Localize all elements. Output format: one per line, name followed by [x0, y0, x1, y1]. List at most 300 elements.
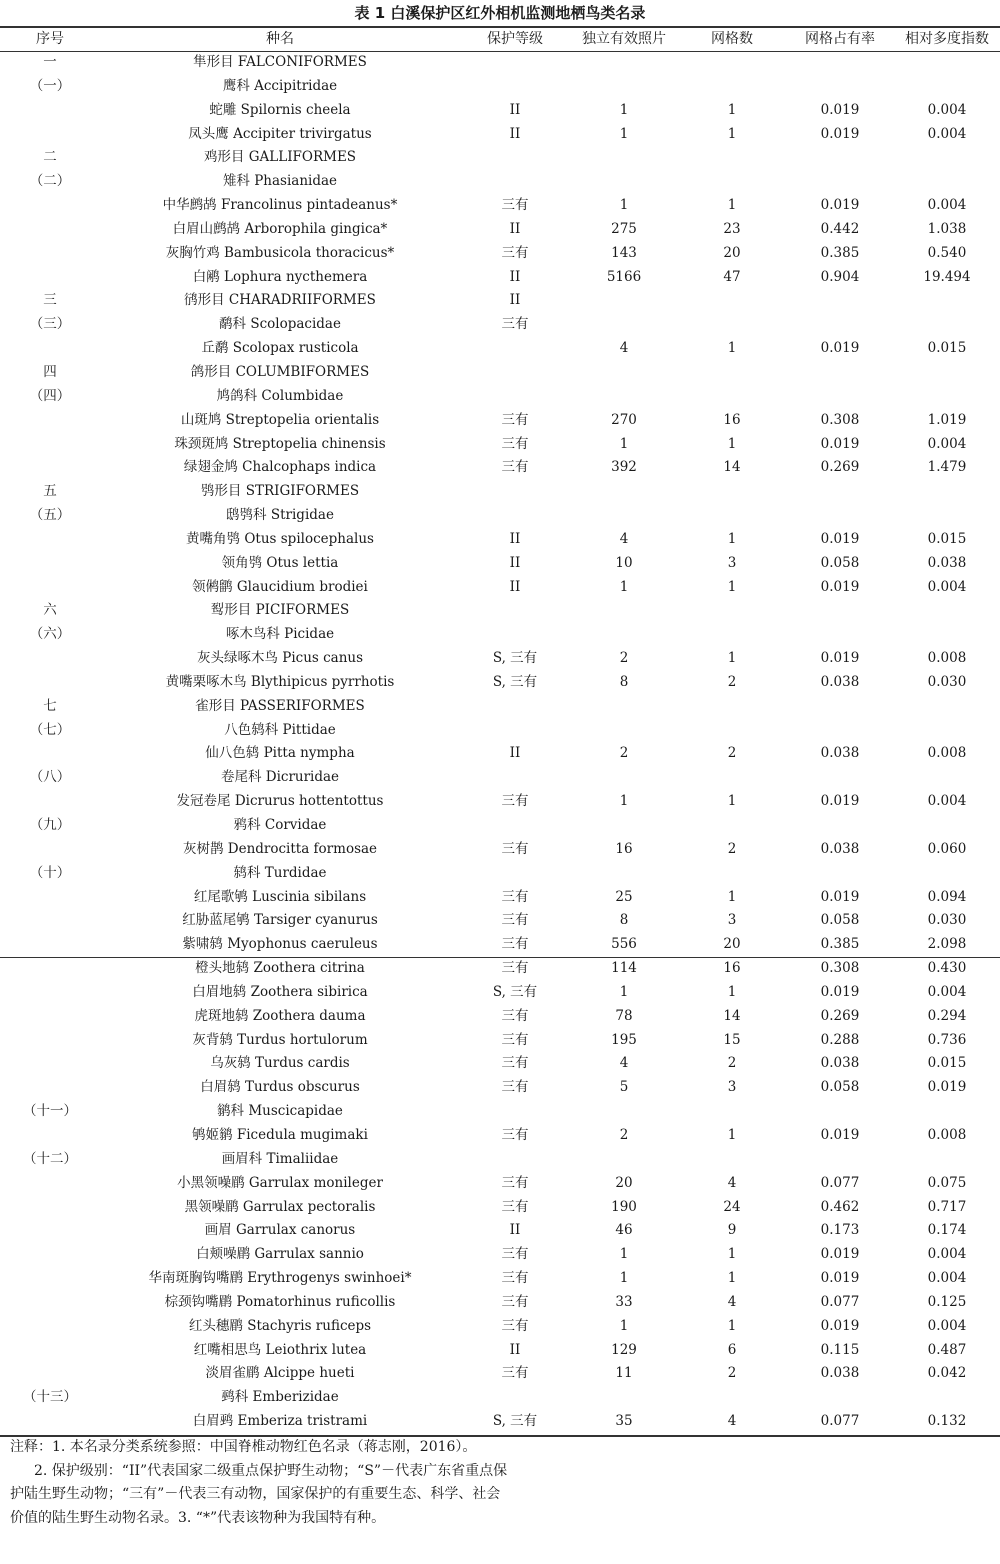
cell-protection: 三有 — [501, 1198, 529, 1215]
cell-grids: 1 — [727, 435, 737, 452]
species-row — [0, 1362, 1000, 1386]
cell-name: 鸦科 Corvidae — [233, 817, 327, 833]
species-name: 白眉地鸫 Zoothera sibirica — [192, 983, 368, 1000]
cell-no: 一 — [43, 54, 57, 70]
species-name: 橙头地鸫 Zoothera citrina — [195, 960, 365, 977]
cell-protection: 三有 — [501, 840, 529, 857]
cell-no — [0, 1362, 100, 1386]
cell-photos: 33 — [615, 1293, 633, 1310]
cell-rai: 0.060 — [927, 840, 967, 857]
cell-grids — [678, 1386, 786, 1410]
header-photos: 独立有效照片 — [582, 31, 666, 47]
species-row — [0, 242, 1000, 266]
cell-occupancy — [786, 504, 894, 528]
cell-no — [0, 1291, 100, 1315]
species-row — [0, 790, 1000, 814]
cell-rai: 0.008 — [927, 1126, 967, 1143]
cell-name — [100, 576, 460, 600]
cell-grids — [678, 480, 786, 504]
cell-rai: 1.019 — [927, 411, 967, 428]
species-name: 鸲姬鹟 Ficedula mugimaki — [192, 1126, 368, 1143]
cell-grids: 1 — [727, 1317, 737, 1334]
cell-protection — [460, 170, 570, 194]
cell-occupancy: 0.038 — [820, 1055, 860, 1072]
cell-protection: 三有 — [501, 244, 529, 261]
cell-occupancy: 0.442 — [820, 220, 860, 237]
species-name: 黄嘴角鸮 Otus spilocephalus — [186, 530, 374, 547]
cell-photos: 129 — [611, 1341, 637, 1358]
species-row — [0, 909, 1000, 933]
table-body — [0, 51, 1000, 1434]
species-row — [0, 886, 1000, 910]
cell-occupancy — [786, 599, 894, 623]
species-name: 画眉 Garrulax canorus — [204, 1222, 356, 1239]
species-name: 黄嘴栗啄木鸟 Blythipicus pyrrhotis — [165, 673, 395, 690]
cell-no: （十三） — [23, 1389, 77, 1406]
species-name: 白鹇 Lophura nycthemera — [192, 268, 368, 285]
cell-protection: S, 三有 — [492, 983, 538, 1000]
cell-rai — [894, 313, 1000, 337]
cell-no — [0, 218, 100, 242]
cell-photos — [570, 170, 678, 194]
cell-photos — [570, 1148, 678, 1172]
cell-rai — [894, 504, 1000, 528]
species-row — [0, 1196, 1000, 1220]
cell-name: 鸻形目 CHARADRIIFORMES — [184, 292, 376, 309]
cell-name: 隼形目 FALCONIFORMES — [193, 54, 367, 70]
cell-protection: II — [509, 530, 521, 547]
species-row — [0, 576, 1000, 600]
taxon-row — [0, 75, 1000, 99]
cell-grids: 1 — [727, 340, 737, 357]
species-name: 小黑领噪鹛 Garrulax monileger — [177, 1174, 383, 1191]
cell-no: 七 — [43, 697, 57, 714]
taxon-row — [0, 599, 1000, 623]
cell-occupancy: 0.077 — [820, 1293, 860, 1310]
cell-protection — [460, 504, 570, 528]
cell-no — [0, 1029, 100, 1053]
cell-rai: 0.004 — [927, 1270, 967, 1287]
cell-grids — [678, 623, 786, 647]
cell-rai: 0.487 — [927, 1341, 967, 1358]
cell-occupancy: 0.019 — [820, 793, 860, 810]
cell-name — [100, 790, 460, 814]
cell-rai: 0.042 — [927, 1365, 967, 1382]
header-row — [0, 28, 1000, 51]
cell-photos: 1 — [619, 1317, 629, 1334]
species-name: 珠颈斑鸠 Streptopelia chinensis — [174, 435, 386, 452]
taxon-row — [0, 1148, 1000, 1172]
cell-occupancy: 0.019 — [820, 983, 860, 1000]
cell-photos — [570, 361, 678, 385]
species-row — [0, 1291, 1000, 1315]
cell-grids — [678, 170, 786, 194]
species-row — [0, 1267, 1000, 1291]
cell-grids: 1 — [727, 197, 737, 214]
species-row — [0, 647, 1000, 671]
cell-photos — [570, 862, 678, 886]
cell-protection — [460, 1148, 570, 1172]
cell-name: 雀形目 PASSERIFORMES — [195, 697, 365, 714]
cell-occupancy — [786, 719, 894, 743]
cell-occupancy: 0.019 — [820, 650, 860, 667]
cell-rai — [894, 480, 1000, 504]
cell-rai: 0.038 — [927, 554, 967, 571]
cell-photos — [570, 695, 678, 719]
cell-no — [0, 838, 100, 862]
cell-rai — [894, 766, 1000, 790]
cell-occupancy: 0.038 — [820, 673, 860, 690]
cell-photos: 1 — [619, 983, 629, 1000]
cell-occupancy — [786, 170, 894, 194]
species-row — [0, 1243, 1000, 1267]
cell-no: （三） — [29, 316, 71, 333]
cell-grids — [678, 75, 786, 99]
cell-name — [100, 337, 460, 361]
cell-name — [100, 1076, 460, 1100]
cell-grids: 4 — [727, 1413, 737, 1430]
cell-name: 画眉科 Timaliidae — [221, 1150, 339, 1167]
species-row — [0, 933, 1000, 957]
cell-name — [100, 433, 460, 457]
cell-grids — [678, 504, 786, 528]
cell-no — [0, 337, 100, 361]
cell-protection: 三有 — [501, 912, 529, 929]
species-name: 紫啸鸫 Myophonus caeruleus — [182, 936, 378, 953]
cell-rai — [894, 1100, 1000, 1124]
cell-no — [0, 433, 100, 457]
cell-no: 五 — [43, 483, 57, 500]
cell-rai: 0.004 — [927, 793, 967, 810]
cell-occupancy — [786, 75, 894, 99]
cell-photos: 143 — [611, 244, 637, 261]
taxon-row — [0, 51, 1000, 75]
cell-rai — [894, 385, 1000, 409]
species-row — [0, 409, 1000, 433]
cell-rai — [894, 623, 1000, 647]
species-row — [0, 99, 1000, 123]
cell-photos — [570, 623, 678, 647]
cell-occupancy — [786, 1100, 894, 1124]
cell-no — [0, 886, 100, 910]
cell-occupancy: 0.904 — [820, 268, 860, 285]
species-row — [0, 742, 1000, 766]
cell-grids — [678, 289, 786, 313]
cell-protection — [460, 623, 570, 647]
cell-rai: 0.094 — [927, 888, 967, 905]
cell-protection: S, 三有 — [492, 650, 538, 667]
cell-photos: 4 — [619, 1055, 629, 1072]
taxon-row — [0, 719, 1000, 743]
cell-no — [0, 742, 100, 766]
cell-no — [0, 576, 100, 600]
cell-rai: 0.015 — [927, 340, 967, 357]
cell-photos — [570, 289, 678, 313]
cell-grids — [678, 814, 786, 838]
cell-no — [0, 1196, 100, 1220]
cell-rai: 0.015 — [927, 530, 967, 547]
cell-protection: 三有 — [501, 888, 529, 905]
cell-grids: 1 — [727, 888, 737, 905]
species-row — [0, 266, 1000, 290]
species-row — [0, 433, 1000, 457]
cell-occupancy: 0.308 — [820, 411, 860, 428]
cell-photos — [570, 480, 678, 504]
cell-photos: 270 — [611, 411, 637, 428]
species-name: 白颊噪鹛 Garrulax sannio — [196, 1246, 364, 1263]
cell-protection: II — [509, 554, 521, 571]
cell-protection: 三有 — [501, 1270, 529, 1287]
table-title: 表 1 白溪保护区红外相机监测地栖鸟类名录 — [354, 4, 646, 22]
cell-no — [0, 909, 100, 933]
taxon-row — [0, 289, 1000, 313]
cell-occupancy — [786, 623, 894, 647]
cell-no — [0, 456, 100, 480]
species-name: 凤头鹰 Accipiter trivirgatus — [188, 125, 372, 142]
species-name: 灰背鸫 Turdus hortulorum — [192, 1031, 368, 1048]
cell-no: （四） — [29, 387, 71, 404]
cell-no — [0, 409, 100, 433]
cell-occupancy: 0.058 — [820, 554, 860, 571]
cell-name — [100, 409, 460, 433]
species-name: 乌灰鸫 Turdus cardis — [210, 1055, 350, 1072]
cell-grids: 4 — [727, 1293, 737, 1310]
cell-name: 鸡形目 GALLIFORMES — [203, 149, 357, 166]
species-row — [0, 1076, 1000, 1100]
species-name: 红尾歌鸲 Luscinia sibilans — [193, 888, 367, 905]
cell-occupancy: 0.038 — [820, 1365, 860, 1382]
cell-grids — [678, 862, 786, 886]
species-row — [0, 1029, 1000, 1053]
cell-photos: 2 — [619, 745, 629, 762]
cell-no: （五） — [29, 507, 71, 524]
cell-name — [100, 671, 460, 695]
cell-no: 二 — [43, 149, 57, 166]
cell-photos: 195 — [611, 1031, 637, 1048]
cell-occupancy: 0.115 — [820, 1341, 860, 1358]
cell-grids: 15 — [723, 1031, 741, 1048]
cell-rai: 0.004 — [927, 125, 967, 142]
cell-occupancy: 0.019 — [820, 1270, 860, 1287]
species-name: 领鸺鹠 Glaucidium brodiei — [192, 578, 368, 595]
cell-photos: 46 — [615, 1222, 633, 1239]
species-name: 虎斑地鸫 Zoothera dauma — [194, 1007, 366, 1024]
cell-rai: 0.019 — [927, 1079, 967, 1096]
cell-rai: 0.004 — [927, 101, 967, 118]
cell-grids: 24 — [723, 1198, 741, 1215]
cell-rai: 0.004 — [927, 1317, 967, 1334]
cell-occupancy: 0.385 — [820, 936, 860, 953]
cell-grids — [678, 385, 786, 409]
cell-occupancy — [786, 695, 894, 719]
taxon-row — [0, 862, 1000, 886]
cell-protection: 三有 — [501, 1317, 529, 1334]
cell-grids: 1 — [727, 1126, 737, 1143]
cell-name: 啄木鸟科 Picidae — [225, 626, 335, 643]
cell-protection: 三有 — [501, 1293, 529, 1310]
cell-photos — [570, 1100, 678, 1124]
cell-occupancy: 0.019 — [820, 888, 860, 905]
cell-name — [100, 123, 460, 147]
cell-photos: 1 — [619, 1246, 629, 1263]
cell-protection: 三有 — [501, 316, 529, 333]
cell-photos: 5166 — [606, 268, 642, 285]
cell-photos: 10 — [615, 554, 633, 571]
cell-grids — [678, 361, 786, 385]
cell-protection: 三有 — [501, 1055, 529, 1072]
cell-no — [0, 99, 100, 123]
cell-no — [0, 933, 100, 957]
cell-occupancy: 0.019 — [820, 578, 860, 595]
cell-rai: 0.004 — [927, 578, 967, 595]
cell-protection: 三有 — [501, 1126, 529, 1143]
cell-protection: 三有 — [501, 1007, 529, 1024]
cell-no — [0, 1124, 100, 1148]
cell-protection: 三有 — [501, 459, 529, 476]
cell-name: 䴕形目 PICIFORMES — [210, 602, 350, 619]
cell-photos: 1 — [619, 793, 629, 810]
cell-no: （十二） — [23, 1150, 77, 1167]
cell-name: 鸱鸮科 Strigidae — [226, 507, 334, 524]
cell-protection — [460, 75, 570, 99]
header-grids: 网格数 — [711, 31, 753, 47]
cell-grids: 2 — [727, 745, 737, 762]
cell-no — [0, 957, 100, 981]
cell-photos: 114 — [611, 960, 637, 977]
species-name: 丘鹬 Scolopax rusticola — [201, 340, 359, 357]
cell-grids: 3 — [727, 912, 737, 929]
cell-occupancy: 0.462 — [820, 1198, 860, 1215]
cell-occupancy: 0.019 — [820, 1246, 860, 1263]
cell-photos: 1 — [619, 578, 629, 595]
cell-rai: 1.479 — [927, 459, 967, 476]
cell-occupancy: 0.269 — [820, 459, 860, 476]
cell-photos: 16 — [615, 840, 633, 857]
cell-photos — [570, 51, 678, 75]
taxon-row — [0, 504, 1000, 528]
species-name: 蛇雕 Spilornis cheela — [209, 101, 351, 118]
cell-name — [100, 1291, 460, 1315]
cell-protection — [460, 480, 570, 504]
cell-grids — [678, 313, 786, 337]
cell-protection: 三有 — [501, 1365, 529, 1382]
cell-no: （八） — [29, 769, 71, 786]
header-rule — [0, 51, 1000, 52]
cell-rai: 0.174 — [927, 1222, 967, 1239]
header-no: 序号 — [36, 31, 64, 47]
cell-occupancy — [786, 51, 894, 75]
cell-occupancy: 0.058 — [820, 1079, 860, 1096]
cell-no: （十） — [29, 864, 71, 881]
cell-name — [100, 1243, 460, 1267]
taxon-row — [0, 146, 1000, 170]
cell-occupancy: 0.385 — [820, 244, 860, 261]
cell-no: （一） — [29, 77, 71, 94]
cell-name: 八色鸫科 Pittidae — [224, 721, 336, 738]
cell-rai: 0.004 — [927, 197, 967, 214]
cell-name — [100, 1362, 460, 1386]
cell-protection: II — [509, 745, 521, 762]
cell-rai: 1.038 — [927, 220, 967, 237]
table-notes — [10, 1436, 510, 1530]
cell-photos: 1 — [619, 101, 629, 118]
cell-grids — [678, 51, 786, 75]
cell-name — [100, 1029, 460, 1053]
cell-protection: S, 三有 — [492, 673, 538, 690]
cell-photos: 4 — [619, 340, 629, 357]
cell-photos — [570, 1386, 678, 1410]
cell-grids: 1 — [727, 1270, 737, 1287]
cell-protection: II — [509, 101, 521, 118]
cell-no — [0, 790, 100, 814]
species-row — [0, 194, 1000, 218]
species-row — [0, 123, 1000, 147]
cell-grids: 1 — [727, 125, 737, 142]
taxon-row — [0, 385, 1000, 409]
cell-no — [0, 1076, 100, 1100]
taxon-row — [0, 480, 1000, 504]
cell-rai — [894, 862, 1000, 886]
cell-occupancy: 0.019 — [820, 101, 860, 118]
cell-occupancy: 0.019 — [820, 530, 860, 547]
cell-no: （九） — [29, 817, 71, 833]
cell-rai: 0.004 — [927, 1246, 967, 1263]
cell-photos: 1 — [619, 1270, 629, 1287]
cell-photos: 8 — [619, 673, 629, 690]
cell-photos: 1 — [619, 197, 629, 214]
cell-name — [100, 528, 460, 552]
taxon-row — [0, 766, 1000, 790]
cell-name — [100, 957, 460, 981]
cell-name — [100, 1172, 460, 1196]
cell-occupancy: 0.077 — [820, 1413, 860, 1430]
species-name: 白眉鹀 Emberiza tristrami — [192, 1413, 368, 1430]
taxon-row — [0, 623, 1000, 647]
species-row — [0, 1339, 1000, 1363]
cell-grids: 14 — [723, 1007, 741, 1024]
species-name: 淡眉雀鹛 Alcippe hueti — [205, 1365, 355, 1382]
cell-no — [0, 194, 100, 218]
cell-no: 四 — [43, 363, 57, 380]
cell-protection: 三有 — [501, 960, 529, 977]
cell-name — [100, 1219, 460, 1243]
cell-photos: 2 — [619, 650, 629, 667]
cell-photos: 275 — [611, 220, 637, 237]
taxon-row — [0, 361, 1000, 385]
cell-rai: 0.736 — [927, 1031, 967, 1048]
cell-protection: 三有 — [501, 936, 529, 953]
cell-photos — [570, 313, 678, 337]
cell-rai: 0.030 — [927, 673, 967, 690]
cell-rai — [894, 599, 1000, 623]
species-row — [0, 528, 1000, 552]
cell-protection: 三有 — [501, 1079, 529, 1096]
cell-no — [0, 1339, 100, 1363]
species-row — [0, 1315, 1000, 1339]
species-row — [0, 1005, 1000, 1029]
cell-photos — [570, 814, 678, 838]
species-row — [0, 1052, 1000, 1076]
species-name: 领角鸮 Otus lettia — [221, 554, 339, 571]
cell-name — [100, 742, 460, 766]
cell-protection: II — [509, 220, 521, 237]
cell-occupancy: 0.019 — [820, 340, 860, 357]
cell-grids: 1 — [727, 983, 737, 1000]
cell-no — [0, 1243, 100, 1267]
cell-no — [0, 1219, 100, 1243]
species-row — [0, 1124, 1000, 1148]
cell-rai — [894, 75, 1000, 99]
